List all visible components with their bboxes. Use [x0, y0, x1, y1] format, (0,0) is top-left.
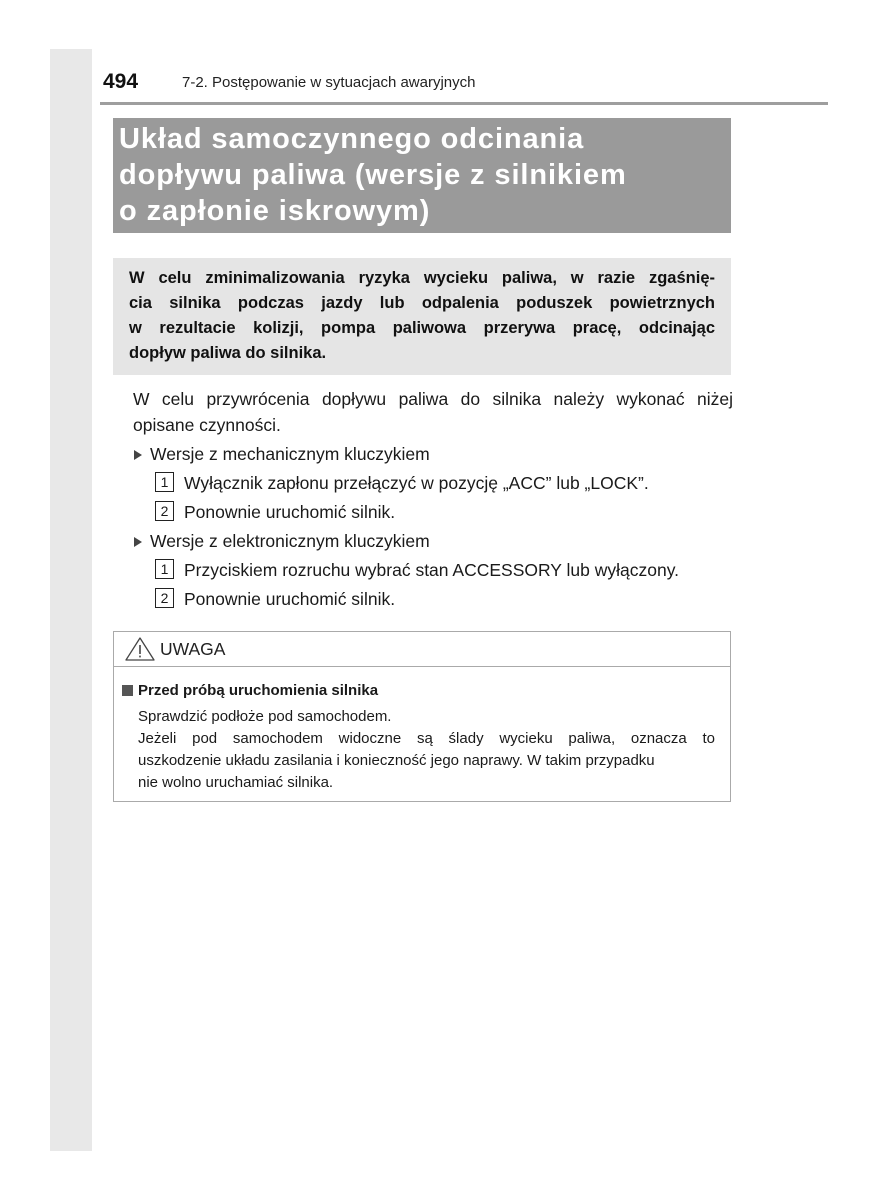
group-label: Wersje z elektronicznym kluczykiem	[150, 531, 430, 551]
caution-body	[114, 667, 730, 794]
group-heading	[134, 440, 733, 469]
step-text: Ponownie uruchomić silnik.	[184, 589, 396, 609]
triangle-bullet-icon	[134, 537, 142, 547]
caution-subheading: Przed próbą uruchomienia silnika	[138, 681, 379, 699]
step-number-badge: 2	[155, 588, 174, 608]
caution-line: Sprawdzić podłoże pod samochodem.	[138, 708, 392, 725]
side-strip	[50, 49, 92, 1151]
step-number-badge: 1	[155, 472, 174, 492]
intro-line: w rezultacie kolizji, pompa paliwowa przerywa pracę, odcinając	[129, 319, 715, 337]
title-line: dopływu paliwa (wersje z silnikiem	[119, 159, 627, 191]
section-title: 7-2. Postępowanie w sytuacjach awaryjnych	[182, 74, 476, 91]
step-number-badge: 1	[155, 559, 174, 579]
step-text: Ponownie uruchomić silnik.	[184, 502, 396, 522]
step-item	[155, 469, 733, 498]
step-number-badge: 2	[155, 501, 174, 521]
title-box	[113, 118, 731, 233]
square-bullet-icon	[122, 685, 133, 696]
paragraph-line: opisane czynności.	[133, 415, 281, 435]
triangle-bullet-icon	[134, 450, 142, 460]
step-item	[155, 556, 733, 585]
intro-box	[113, 258, 731, 375]
caution-label: UWAGA	[160, 638, 226, 659]
caution-subheading-row	[122, 680, 715, 700]
title-line: o zapłonie iskrowym)	[119, 195, 431, 227]
step-text: Wyłącznik zapłonu przełączyć w pozycję „ACC” lub „LOCK”.	[184, 473, 649, 493]
group-label: Wersje z mechanicznym kluczykiem	[150, 444, 430, 464]
step-text: Przyciskiem rozruchu wybrać stan ACCESSORY lub wyłączony.	[184, 560, 680, 580]
page-number: 494	[103, 70, 139, 93]
paragraph-line: W celu przywrócenia dopływu paliwa do silnika należy wykonać niżej	[133, 389, 733, 409]
caution-text	[122, 700, 715, 794]
warning-triangle-icon	[124, 636, 156, 662]
step-item	[155, 585, 733, 614]
instructions	[133, 386, 733, 614]
title-line: Układ samoczynnego odcinania	[119, 123, 585, 155]
caution-box	[113, 631, 731, 802]
step-item	[155, 498, 733, 527]
caution-line: Jeżeli pod samochodem widoczne są ślady wycieku paliwa, oznacza to	[138, 730, 715, 747]
intro-line: W celu zminimalizowania ryzyka wycieku paliwa, w razie zgaśnię-	[129, 269, 715, 287]
intro-line: cia silnika podczas jazdy lub odpalenia poduszek powietrznych	[129, 294, 715, 312]
intro-line: dopływ paliwa do silnika.	[129, 344, 327, 362]
caution-line: nie wolno uruchamiać silnika.	[138, 774, 334, 791]
page-header	[100, 70, 828, 105]
caution-header	[114, 632, 730, 667]
group-heading	[134, 527, 733, 556]
caution-line: uszkodzenie układu zasilania i konieczność jego naprawy. W takim przypadku	[138, 752, 655, 769]
